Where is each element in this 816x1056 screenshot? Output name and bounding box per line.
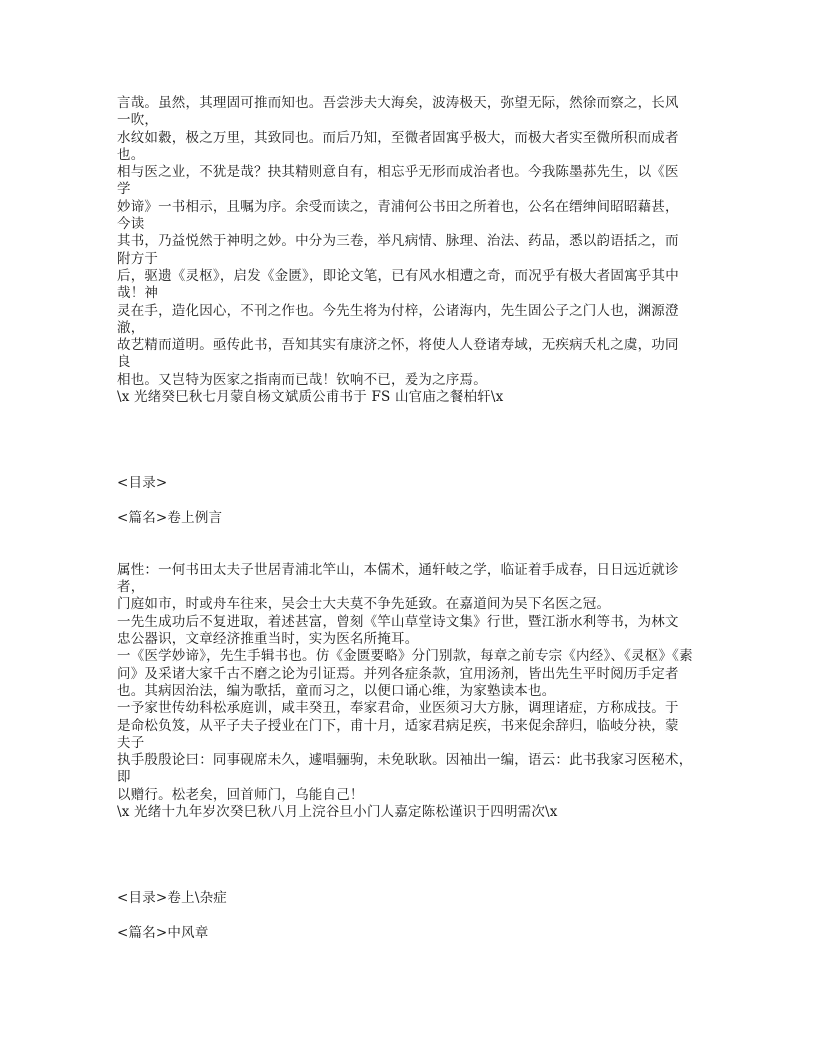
text-line: 言哉。虽然，其理固可推而知也。吾尝涉夫大海矣，波涛极天，弥望无际，然徐而察之，长风	[117, 95, 679, 111]
text-line: 属性：一何书田太夫子世居青浦北竿山，本儒术，通轩岐之学，临证着手成春，日日远近就诊	[117, 561, 679, 578]
text-line: 忠公器识，文章经济推重当时，实为医名所掩耳。	[117, 631, 419, 648]
text-line: 水纹如縠，极之万里，其致同也。而后乃知，至微者固寓乎极大，而极大者实至微所积而成者	[117, 129, 679, 146]
text-line: 相与医之业，不犹是哉？抉其精则意自有，相忘乎无形而成治者也。今我陈墨荪先生，以《医	[117, 164, 679, 181]
text-line: 一吹，	[117, 112, 159, 129]
text-line: 附方于	[117, 250, 159, 267]
text-line: 执手殷殷论曰：同事砚席未久，遽唱骊驹，未免耿耿。因袖出一编，语云：此书我家习医秘术，	[117, 752, 693, 769]
text-line: 哉！神	[117, 285, 159, 302]
preface-section	[117, 95, 707, 406]
text-line: 澈，	[117, 319, 145, 336]
text-line: 问》及采诸大家千古不磨之论为引证焉。并列各症条款，宜用汤剂，皆出先生平时阅历手定者	[117, 665, 679, 682]
text-line: 灵在手，造化因心，不刊之作也。今先生将为付梓，公诸海内，先生固公子之门人也，渊源澄	[117, 302, 679, 319]
document-page	[117, 95, 707, 942]
rules-section	[117, 562, 707, 821]
text-line: 学	[117, 181, 131, 198]
text-line: 一《医学妙谛》，先生手辑书也。仿《金匮要略》分门别款，每章之前专宗《内经》、《灵枢》《素	[117, 648, 693, 665]
text-line: 一予家世传幼科松承庭训，咸丰癸丑，奉家君命，业医须习大方脉，调理诸症，方称成技。于	[117, 700, 679, 717]
text-line: 故艺精而道明。亟传此书，吾知其实有康济之怀，将使人人登诸寿域，无疾病夭札之虞，功同	[117, 337, 679, 354]
text-line: 即	[117, 769, 131, 786]
text-line: 也。	[117, 146, 145, 163]
chapter-title: <篇名>中风章	[117, 924, 209, 941]
text-line: 妙谛》一书相示，且嘱为序。余受而读之，青浦何公书田之所着也，公名在缙绅间昭昭藉甚，	[117, 198, 679, 215]
chapter-title: <篇名>卷上例言	[117, 509, 223, 526]
text-line: 也。其病因治法，编为歌括，童而习之，以便口诵心维，为家塾读本也。	[117, 682, 556, 699]
text-line: 夫子	[117, 734, 145, 751]
toc-marker: <目录>	[117, 475, 168, 492]
signature-line: \x 光绪十九年岁次癸巳秋八月上浣谷旦小门人嘉定陈松谨识于四明需次\x	[117, 803, 558, 820]
text-line: 以赠行。松老矣，回首师门，乌能自己！	[117, 786, 364, 803]
text-line: 一先生成功后不复进取，着述甚富，曾刻《竿山草堂诗文集》行世，暨江浙水利等书，为林文	[117, 613, 679, 630]
text-line: 良	[117, 354, 131, 371]
signature-line: \x 光绪癸巳秋七月蒙自杨文斌质公甫书于 FS 山官庙之餐柏轩\x	[117, 389, 504, 406]
text-line: 其书，乃益悦然于神明之妙。中分为三卷，举凡病情、脉理、治法、药品，悉以韵语括之，而	[117, 233, 679, 250]
toc-marker: <目录>卷上\杂症	[117, 890, 227, 907]
text-line: 后，驱遗《灵枢》，启发《金匮》，即论文笔，已有风水相遭之奇，而况乎有极大者固寓乎其中	[117, 267, 679, 284]
text-line: 相也。又岂特为医家之指南而已哉！钦响不已，爰为之序焉。	[117, 371, 487, 388]
text-line: 是命松负笈，从平子夫子授业在门下，甫十月，适家君病足疾，书来促余辞归，临岐分袂，蒙	[117, 717, 679, 734]
text-line: 今读	[117, 216, 145, 233]
text-line: 门庭如市，时或舟车往来，吴会士大夫莫不争先延致。在嘉道间为吴下名医之冠。	[117, 596, 611, 613]
text-line: 者，	[117, 579, 145, 596]
